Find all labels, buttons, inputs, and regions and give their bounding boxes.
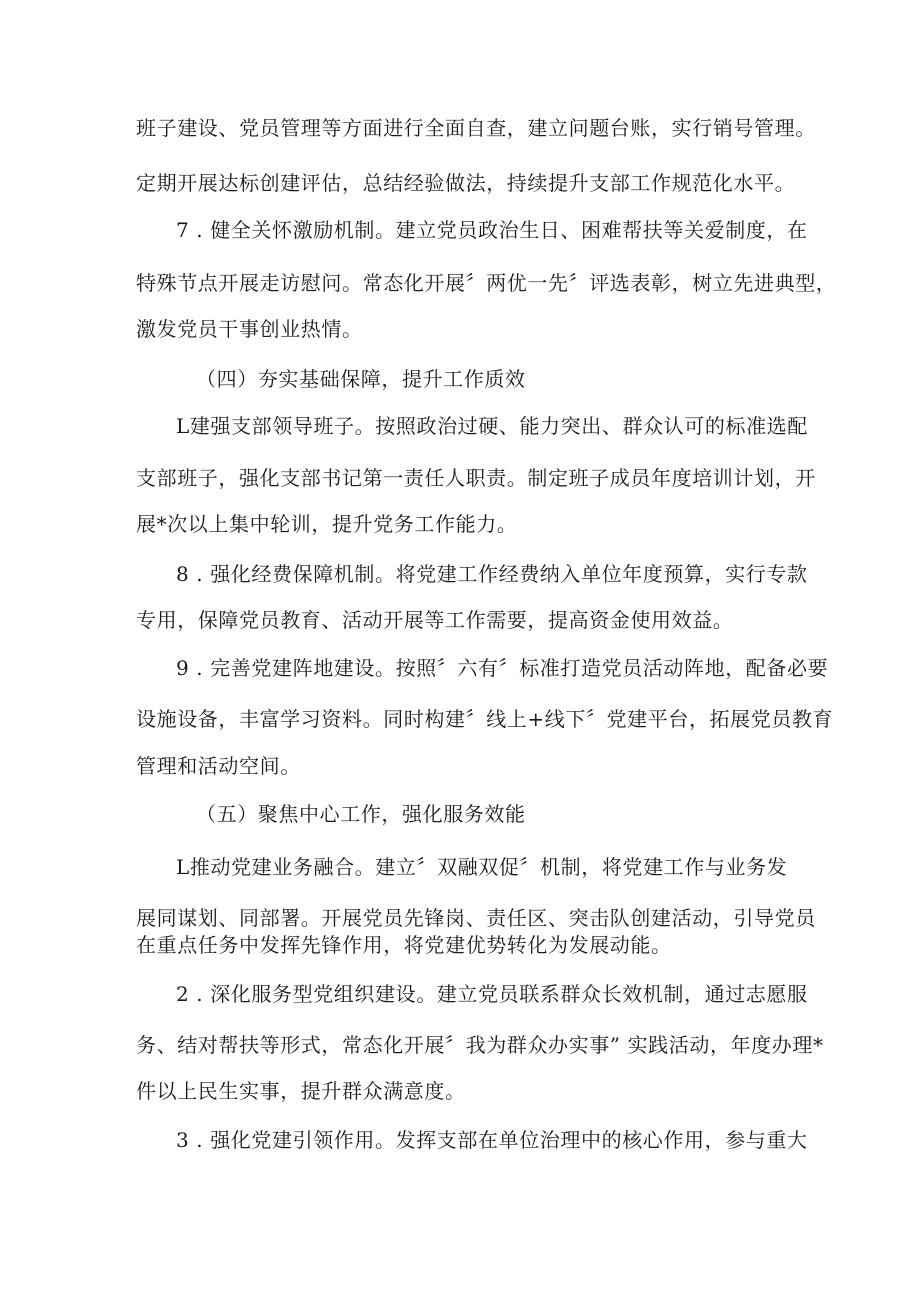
list-item-2: 2 . 深化服务型党组织建设。建立党员联系群众长效机制，通过志愿服 — [176, 982, 808, 1006]
body-line: 展*次以上集中轮训，提升党务工作能力。 — [136, 512, 518, 536]
list-item-8: 8 . 强化经费保障机制。将党建工作经费纳入单位年度预算，实行专款 — [176, 562, 808, 586]
list-item-1: L建强支部领导班子。按照政治过硬、能力突出、群众认可的标准选配 — [176, 414, 808, 438]
list-item-9: 9 . 完善党建阵地建设。按照〞六有〞标准打造党员活动阵地，配备必要 — [176, 656, 829, 680]
body-line: 件以上民生实事，提升群众满意度。 — [136, 1079, 466, 1103]
body-line: 在重点任务中发挥先锋作用，将党建优势转化为发展动能。 — [136, 933, 672, 957]
body-line: 定期开展达标创建评估，总结经验做法，持续提升支部工作规范化水平。 — [136, 171, 796, 195]
list-item-1: L推动党建业务融合。建立〞双融双促〞机制，将党建工作与业务发 — [176, 855, 788, 879]
section-heading-5: （五）聚焦中心工作，强化服务效能 — [196, 802, 526, 826]
body-line: 班子建设、党员管理等方面进行全面自查，建立问题台账，实行销号管理。 — [136, 116, 816, 140]
body-line: 激发党员干事创业热情。 — [136, 317, 363, 341]
section-heading-4: （四）夯实基础保障，提升工作质效 — [196, 367, 526, 391]
body-line: 管理和活动空间。 — [136, 754, 301, 778]
body-line: 设施设备，丰富学习资料。同时构建〞线上+线下〞党建平台，拓展党员教育 — [136, 707, 834, 731]
body-line: 专用，保障党员教育、活动开展等工作需要，提高资金使用效益。 — [136, 608, 734, 632]
list-item-3: 3 . 强化党建引领作用。发挥支部在单位治理中的核心作用，参与重大 — [176, 1128, 808, 1152]
body-line: 务、结对帮扶等形式，常态化开展〞我为群众办实事” 实践活动，年度办理* — [136, 1033, 824, 1057]
body-line: 支部班子，强化支部书记第一责任人职责。制定班子成员年度培训计划，开 — [136, 466, 816, 490]
body-line: 特殊节点开展走访慰问。常态化开展〞两优一先〞评选表彰，树立先进典型， — [136, 271, 837, 295]
list-item-7: 7 . 健全关怀激励机制。建立党员政治生日、困难帮扶等关爱制度，在 — [176, 218, 808, 242]
body-line: 展同谋划、同部署。开展党员先锋岗、责任区、突击队创建活动，引导党员 — [136, 906, 816, 930]
